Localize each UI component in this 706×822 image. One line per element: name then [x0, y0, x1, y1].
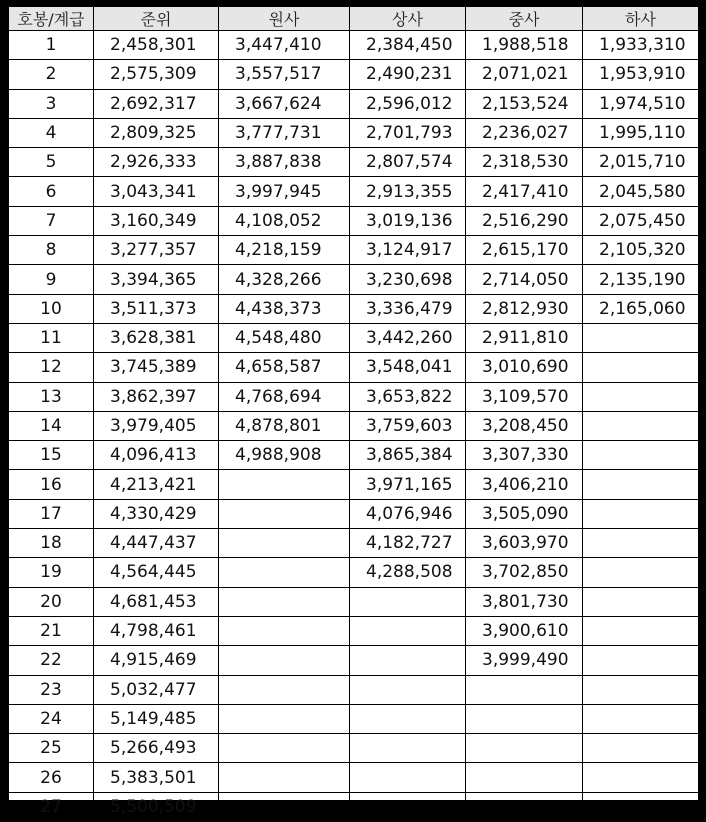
staff-sergeant-cell [466, 792, 583, 821]
pay-table-frame [8, 6, 698, 817]
staff-sergeant-cell: 3,109,570 [466, 382, 583, 411]
step-cell: 12 [9, 353, 94, 382]
master-sergeant-cell [219, 675, 350, 704]
staff-sergeant-cell: 3,900,610 [466, 616, 583, 645]
table-header [9, 7, 699, 31]
sergeant-first-class-cell: 2,490,231 [350, 60, 466, 89]
warrant-officer-cell: 4,564,445 [94, 558, 219, 587]
warrant-officer-cell: 3,394,365 [94, 265, 219, 294]
header-staff-sergeant: 중사 [466, 7, 583, 31]
master-sergeant-cell [219, 734, 350, 763]
warrant-officer-cell: 5,500,509 [94, 792, 219, 821]
step-cell: 19 [9, 558, 94, 587]
table-row [9, 382, 699, 411]
staff-sergeant-cell: 1,988,518 [466, 31, 583, 60]
sergeant-first-class-cell: 2,913,355 [350, 177, 466, 206]
header-master-sergeant: 원사 [219, 7, 350, 31]
step-cell: 3 [9, 89, 94, 118]
staff-sergeant-cell [466, 734, 583, 763]
sergeant-first-class-cell [350, 704, 466, 733]
staff-sergeant-cell [466, 763, 583, 792]
table-row [9, 499, 699, 528]
warrant-officer-cell: 4,915,469 [94, 646, 219, 675]
step-cell: 1 [9, 31, 94, 60]
warrant-officer-cell: 2,458,301 [94, 31, 219, 60]
master-sergeant-cell: 3,667,624 [219, 89, 350, 118]
master-sergeant-cell [219, 470, 350, 499]
table-row [9, 441, 699, 470]
master-sergeant-cell: 3,777,731 [219, 118, 350, 147]
staff-sergeant-cell: 2,417,410 [466, 177, 583, 206]
sergeant-cell [583, 323, 699, 352]
sergeant-cell: 2,165,060 [583, 294, 699, 323]
staff-sergeant-cell: 2,071,021 [466, 60, 583, 89]
warrant-officer-cell: 3,511,373 [94, 294, 219, 323]
warrant-officer-cell: 5,383,501 [94, 763, 219, 792]
master-sergeant-cell: 4,218,159 [219, 236, 350, 265]
staff-sergeant-cell [466, 704, 583, 733]
header-sergeant: 하사 [583, 7, 699, 31]
sergeant-first-class-cell: 2,384,450 [350, 31, 466, 60]
step-cell: 22 [9, 646, 94, 675]
table-row [9, 734, 699, 763]
staff-sergeant-cell: 3,801,730 [466, 587, 583, 616]
step-cell: 23 [9, 675, 94, 704]
staff-sergeant-cell: 3,702,850 [466, 558, 583, 587]
sergeant-first-class-cell: 3,759,603 [350, 411, 466, 440]
master-sergeant-cell [219, 587, 350, 616]
sergeant-cell [583, 763, 699, 792]
sergeant-cell: 1,995,110 [583, 118, 699, 147]
sergeant-cell [583, 529, 699, 558]
warrant-officer-cell: 3,043,341 [94, 177, 219, 206]
sergeant-first-class-cell [350, 616, 466, 645]
master-sergeant-cell [219, 558, 350, 587]
sergeant-first-class-cell: 4,076,946 [350, 499, 466, 528]
staff-sergeant-cell: 3,307,330 [466, 441, 583, 470]
sergeant-cell [583, 734, 699, 763]
step-cell: 9 [9, 265, 94, 294]
table-row [9, 470, 699, 499]
sergeant-cell [583, 470, 699, 499]
warrant-officer-cell: 5,032,477 [94, 675, 219, 704]
staff-sergeant-cell: 2,615,170 [466, 236, 583, 265]
sergeant-cell [583, 353, 699, 382]
sergeant-first-class-cell [350, 675, 466, 704]
table-row [9, 31, 699, 60]
header-step-rank: 호봉/계급 [9, 7, 94, 31]
master-sergeant-cell: 4,108,052 [219, 206, 350, 235]
warrant-officer-cell: 4,681,453 [94, 587, 219, 616]
master-sergeant-cell: 4,658,587 [219, 353, 350, 382]
sergeant-first-class-cell [350, 587, 466, 616]
table-row [9, 558, 699, 587]
master-sergeant-cell: 4,438,373 [219, 294, 350, 323]
staff-sergeant-cell: 2,236,027 [466, 118, 583, 147]
warrant-officer-cell: 3,160,349 [94, 206, 219, 235]
sergeant-cell: 1,974,510 [583, 89, 699, 118]
table-row [9, 60, 699, 89]
sergeant-first-class-cell: 2,807,574 [350, 148, 466, 177]
master-sergeant-cell [219, 763, 350, 792]
staff-sergeant-cell: 2,153,524 [466, 89, 583, 118]
master-sergeant-cell [219, 499, 350, 528]
header-warrant-officer: 준위 [94, 7, 219, 31]
master-sergeant-cell: 4,988,908 [219, 441, 350, 470]
warrant-officer-cell: 4,330,429 [94, 499, 219, 528]
sergeant-cell [583, 646, 699, 675]
sergeant-cell: 2,045,580 [583, 177, 699, 206]
master-sergeant-cell: 4,328,266 [219, 265, 350, 294]
table-row [9, 353, 699, 382]
warrant-officer-cell: 4,096,413 [94, 441, 219, 470]
sergeant-cell [583, 616, 699, 645]
sergeant-cell [583, 675, 699, 704]
warrant-officer-cell: 4,447,437 [94, 529, 219, 558]
staff-sergeant-cell: 2,812,930 [466, 294, 583, 323]
table-row [9, 763, 699, 792]
step-cell: 18 [9, 529, 94, 558]
sergeant-cell: 2,135,190 [583, 265, 699, 294]
sergeant-first-class-cell [350, 646, 466, 675]
master-sergeant-cell [219, 704, 350, 733]
warrant-officer-cell: 3,979,405 [94, 411, 219, 440]
staff-sergeant-cell: 2,318,530 [466, 148, 583, 177]
sergeant-cell: 2,015,710 [583, 148, 699, 177]
sergeant-first-class-cell: 3,548,041 [350, 353, 466, 382]
master-sergeant-cell: 3,447,410 [219, 31, 350, 60]
master-sergeant-cell: 3,557,517 [219, 60, 350, 89]
header-row [9, 7, 699, 31]
master-sergeant-cell: 4,878,801 [219, 411, 350, 440]
table-row [9, 646, 699, 675]
step-cell: 6 [9, 177, 94, 206]
warrant-officer-cell: 2,926,333 [94, 148, 219, 177]
sergeant-cell: 2,105,320 [583, 236, 699, 265]
warrant-officer-cell: 4,798,461 [94, 616, 219, 645]
warrant-officer-cell: 5,149,485 [94, 704, 219, 733]
master-sergeant-cell: 3,887,838 [219, 148, 350, 177]
step-cell: 17 [9, 499, 94, 528]
table-row [9, 118, 699, 147]
table-row [9, 587, 699, 616]
staff-sergeant-cell [466, 675, 583, 704]
table-row [9, 411, 699, 440]
table-row [9, 323, 699, 352]
sergeant-first-class-cell: 2,701,793 [350, 118, 466, 147]
step-cell: 27 [9, 792, 94, 821]
table-row [9, 148, 699, 177]
step-cell: 26 [9, 763, 94, 792]
step-cell: 7 [9, 206, 94, 235]
staff-sergeant-cell: 3,208,450 [466, 411, 583, 440]
sergeant-first-class-cell: 3,865,384 [350, 441, 466, 470]
master-sergeant-cell [219, 646, 350, 675]
staff-sergeant-cell: 3,999,490 [466, 646, 583, 675]
table-row [9, 616, 699, 645]
sergeant-first-class-cell: 3,653,822 [350, 382, 466, 411]
step-cell: 11 [9, 323, 94, 352]
warrant-officer-cell: 3,745,389 [94, 353, 219, 382]
staff-sergeant-cell: 2,516,290 [466, 206, 583, 235]
sergeant-first-class-cell: 2,596,012 [350, 89, 466, 118]
sergeant-cell [583, 441, 699, 470]
step-cell: 20 [9, 587, 94, 616]
master-sergeant-cell: 4,548,480 [219, 323, 350, 352]
step-cell: 5 [9, 148, 94, 177]
step-cell: 21 [9, 616, 94, 645]
sergeant-first-class-cell: 4,288,508 [350, 558, 466, 587]
warrant-officer-cell: 2,692,317 [94, 89, 219, 118]
sergeant-first-class-cell: 3,971,165 [350, 470, 466, 499]
sergeant-first-class-cell [350, 763, 466, 792]
master-sergeant-cell [219, 616, 350, 645]
sergeant-first-class-cell: 3,442,260 [350, 323, 466, 352]
sergeant-cell [583, 587, 699, 616]
step-cell: 2 [9, 60, 94, 89]
sergeant-first-class-cell: 3,336,479 [350, 294, 466, 323]
staff-sergeant-cell: 3,505,090 [466, 499, 583, 528]
table-row [9, 236, 699, 265]
warrant-officer-cell: 4,213,421 [94, 470, 219, 499]
table-row [9, 265, 699, 294]
master-sergeant-cell [219, 792, 350, 821]
staff-sergeant-cell: 3,406,210 [466, 470, 583, 499]
step-cell: 4 [9, 118, 94, 147]
sergeant-cell: 1,933,310 [583, 31, 699, 60]
sergeant-first-class-cell: 3,124,917 [350, 236, 466, 265]
sergeant-first-class-cell [350, 734, 466, 763]
table-row [9, 177, 699, 206]
master-sergeant-cell: 3,997,945 [219, 177, 350, 206]
step-cell: 13 [9, 382, 94, 411]
step-cell: 24 [9, 704, 94, 733]
step-cell: 14 [9, 411, 94, 440]
step-cell: 15 [9, 441, 94, 470]
sergeant-first-class-cell: 3,019,136 [350, 206, 466, 235]
warrant-officer-cell: 3,277,357 [94, 236, 219, 265]
sergeant-cell [583, 558, 699, 587]
header-sergeant-first-class: 상사 [350, 7, 466, 31]
table-row [9, 792, 699, 821]
sergeant-cell [583, 792, 699, 821]
sergeant-cell: 1,953,910 [583, 60, 699, 89]
sergeant-cell [583, 382, 699, 411]
sergeant-first-class-cell: 3,230,698 [350, 265, 466, 294]
staff-sergeant-cell: 3,603,970 [466, 529, 583, 558]
step-cell: 25 [9, 734, 94, 763]
sergeant-cell: 2,075,450 [583, 206, 699, 235]
warrant-officer-cell: 3,628,381 [94, 323, 219, 352]
master-sergeant-cell [219, 529, 350, 558]
warrant-officer-cell: 5,266,493 [94, 734, 219, 763]
pay-table [8, 6, 699, 822]
warrant-officer-cell: 2,575,309 [94, 60, 219, 89]
sergeant-cell [583, 704, 699, 733]
table-row [9, 675, 699, 704]
table-row [9, 529, 699, 558]
table-row [9, 206, 699, 235]
sergeant-cell [583, 411, 699, 440]
warrant-officer-cell: 3,862,397 [94, 382, 219, 411]
staff-sergeant-cell: 3,010,690 [466, 353, 583, 382]
table-row [9, 704, 699, 733]
staff-sergeant-cell: 2,911,810 [466, 323, 583, 352]
sergeant-first-class-cell [350, 792, 466, 821]
sergeant-cell [583, 499, 699, 528]
table-row [9, 294, 699, 323]
sergeant-first-class-cell: 4,182,727 [350, 529, 466, 558]
step-cell: 8 [9, 236, 94, 265]
table-row [9, 89, 699, 118]
staff-sergeant-cell: 2,714,050 [466, 265, 583, 294]
step-cell: 10 [9, 294, 94, 323]
table-body [9, 31, 699, 822]
warrant-officer-cell: 2,809,325 [94, 118, 219, 147]
master-sergeant-cell: 4,768,694 [219, 382, 350, 411]
step-cell: 16 [9, 470, 94, 499]
